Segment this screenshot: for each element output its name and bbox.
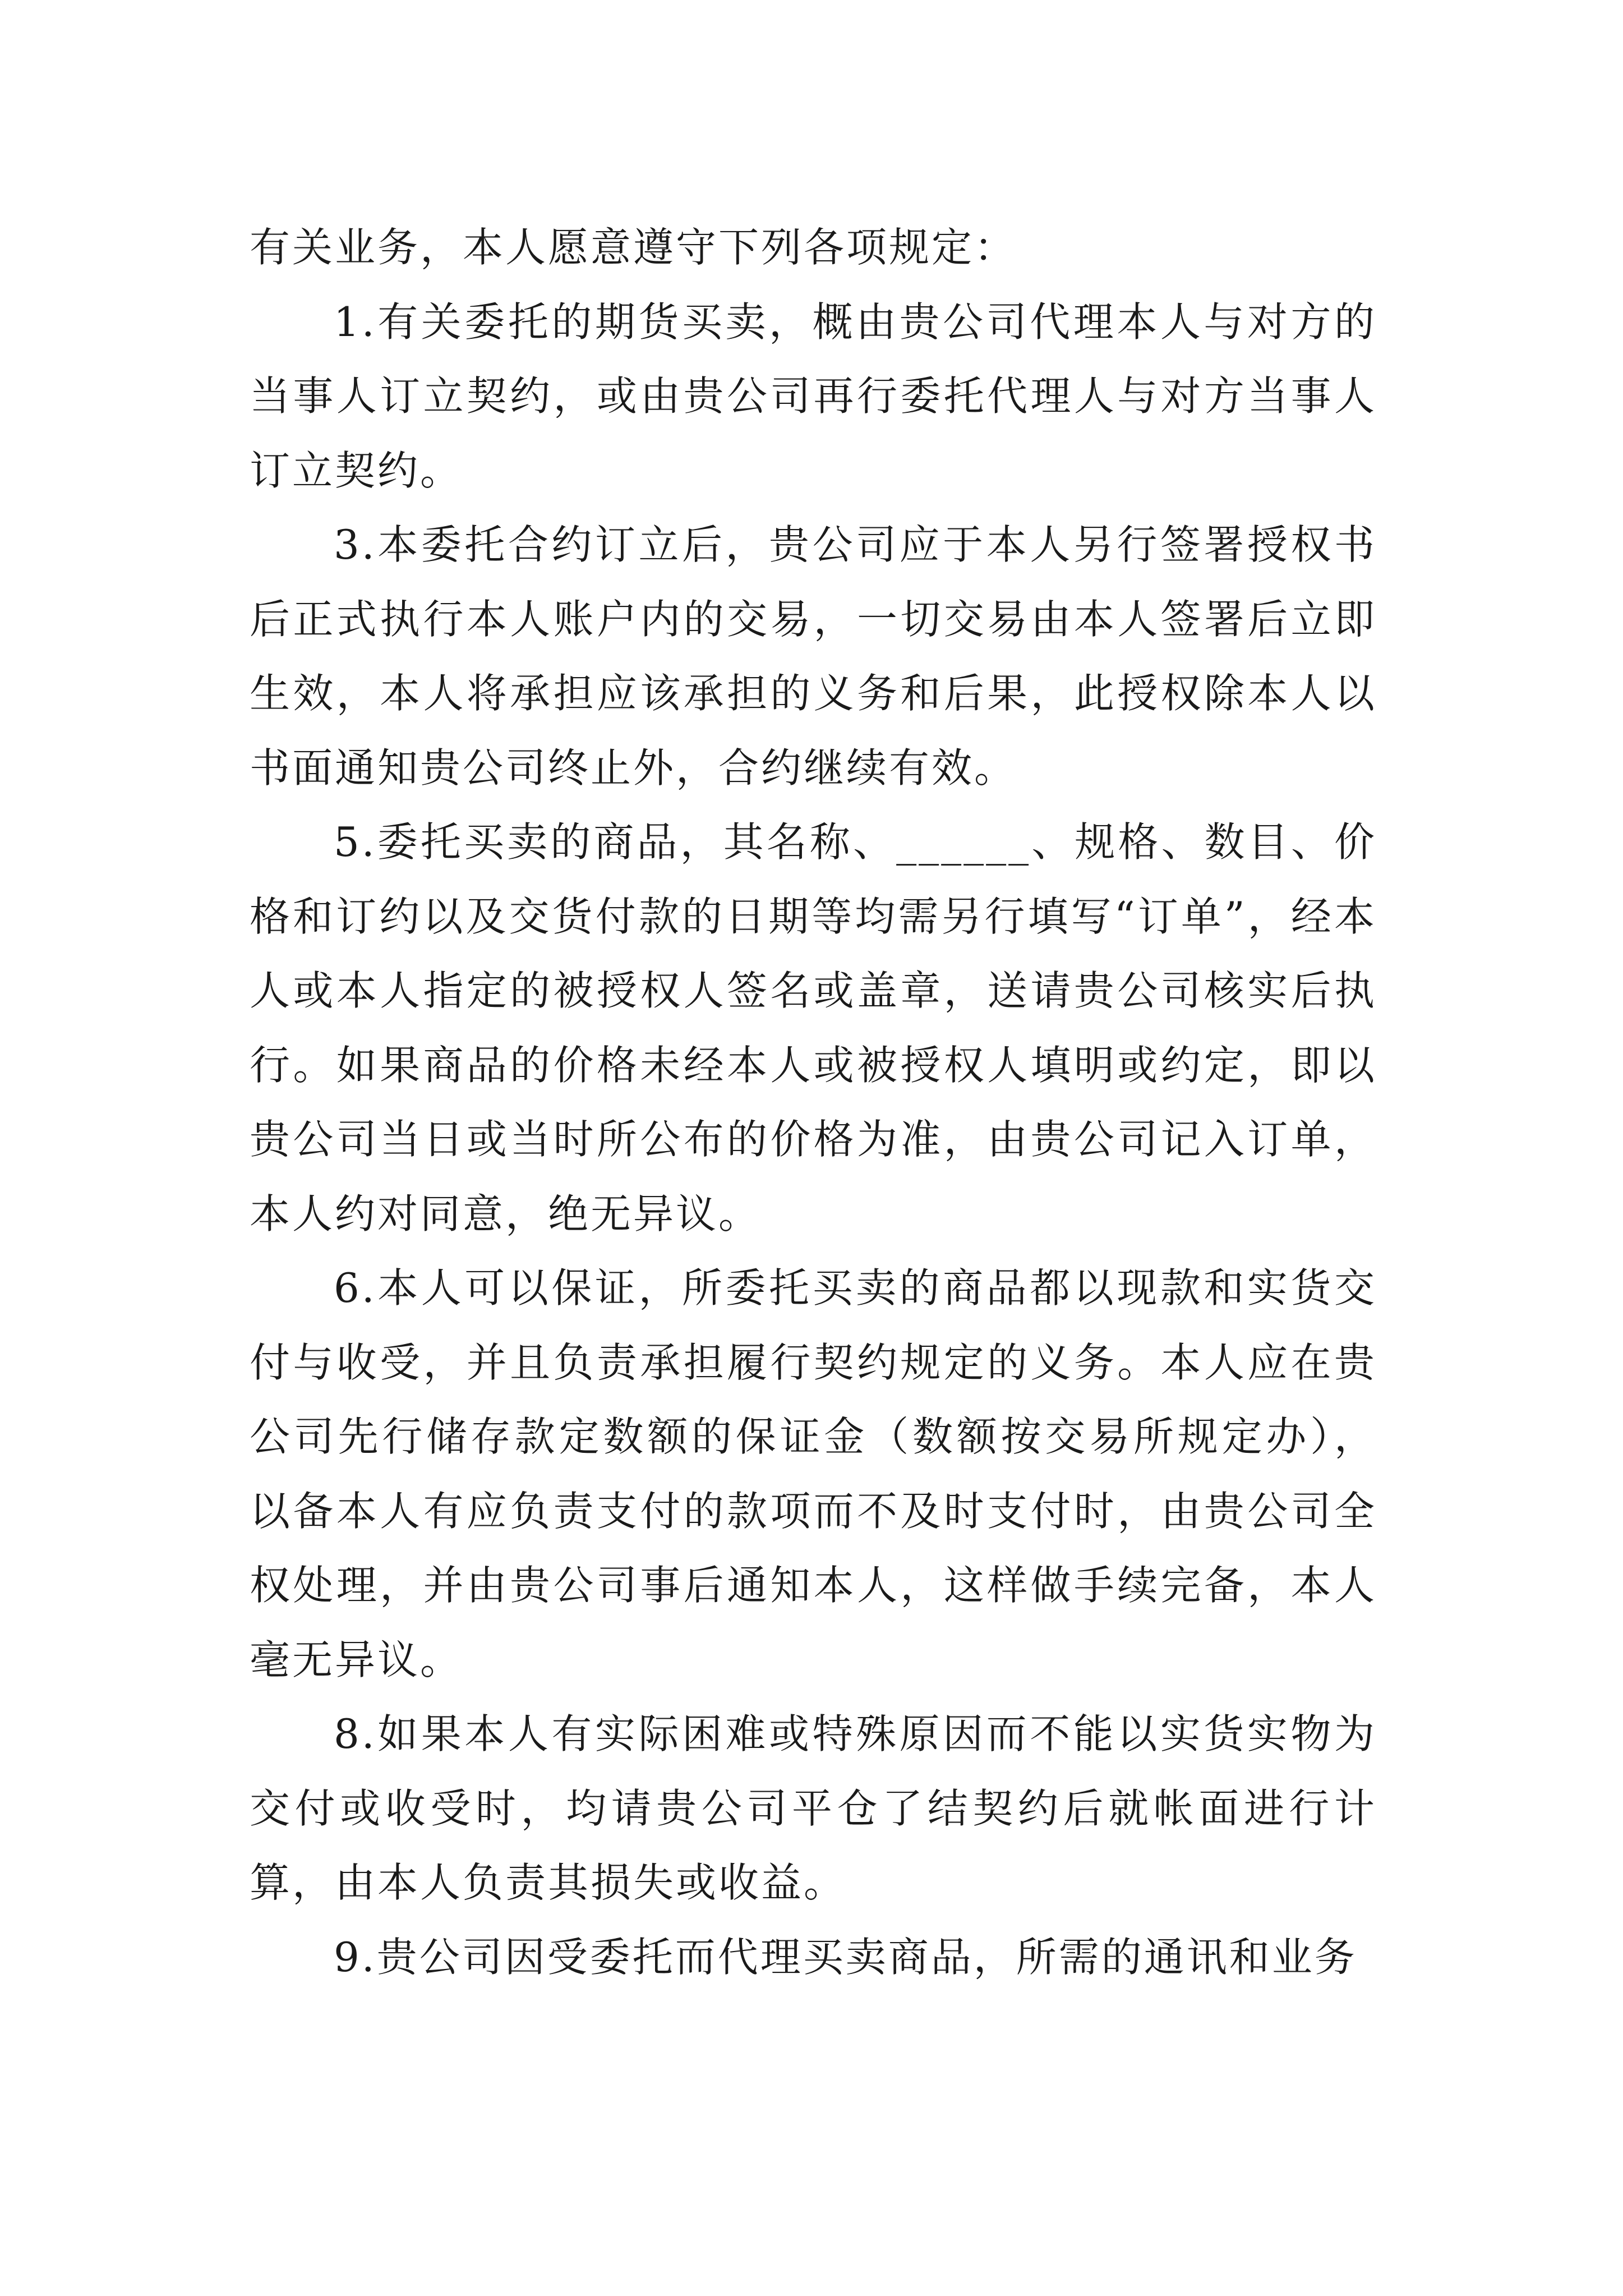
paragraph-clause-6: 6.本人可以保证，所委托买卖的商品都以现款和实货交付与收受，并且负责承担履行契约规定的义务。本人应在贵公司先行储存款定数额的保证金（数额按交易所规定办），以备本人有应负责支付的款项而不及时支付时，由贵公司全权处理，并由贵公司事后通知本人，这样做手续完备，本人毫无异议。: [250, 1264, 1377, 1683]
paragraph-clause-8: 8.如果本人有实际困难或特殊原因而不能以实货实物为交付或收受时，均请贵公司平仓了结契约后就帐面进行计算，由本人负责其损失或收益。: [250, 1710, 1377, 1906]
paragraph-intro: 有关业务，本人愿意遵守下列各项规定：: [250, 224, 1017, 271]
paragraph-clause-1: 1.有关委托的期货买卖，概由贵公司代理本人与对方的当事人订立契约，或由贵公司再行委托代理人与对方当事人订立契约。: [250, 298, 1377, 494]
paragraph-clause-9: 9.贵公司因受委托而代理买卖商品，所需的通讯和业务: [334, 1933, 1357, 1981]
document-body: [250, 210, 1377, 1994]
paragraph-clause-5: 5.委托买卖的商品，其名称、______、规格、数目、价格和订约以及交货付款的日期等均需另行填写“订单”，经本人或本人指定的被授权人签名或盖章，送请贵公司核实后执行。如果商品的价格未经本人或被授权人填明或约定，即以贵公司当日或当时所公布的价格为准，由贵公司记入订单，本人约对同意，绝无异议。: [250, 818, 1377, 1237]
paragraph-clause-3: 3.本委托合约订立后，贵公司应于本人另行签署授权书后正式执行本人账户内的交易，一切交易由本人签署后立即生效，本人将承担应该承担的义务和后果，此授权除本人以书面通知贵公司终止外，合约继续有效。: [250, 521, 1377, 792]
